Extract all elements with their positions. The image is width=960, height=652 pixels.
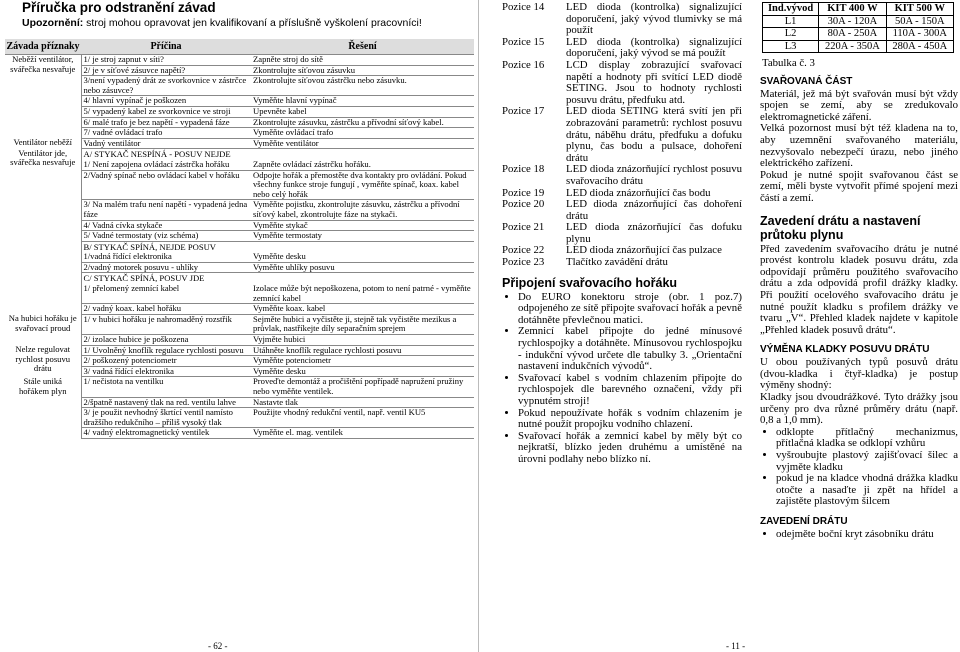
category-label: A/ STYKAČ NESPÍNÁ - POSUV NEJDE — [83, 149, 231, 160]
position-label: Pozice 14 — [502, 1, 545, 13]
cause-cell: 4/ hlavní vypínač je poškozen — [81, 96, 251, 107]
kit-row — [763, 28, 954, 41]
kit-cell: 110A - 300A — [886, 28, 953, 41]
material-paragraph: Materiál, jež má být svařován musí být vždy spojen se zemí, aby se zredukovalo elektromagnetické záření. — [760, 87, 958, 123]
remedy-cell: Vyměňte ovládací trafo — [251, 128, 474, 139]
symptom-cell: Stále uniká hořákem plyn — [5, 377, 81, 439]
position-text: LED dioda (kontrolka) signalizující doporučení, jaký vývod se má použít — [566, 35, 742, 60]
position-text: LED dioda SETING která svítí jen při zobrazování parametrů: rychlost posuvu drátu, náběhu drátu, předfuku a dofuku plynu, čas bodu a pulsace, dohoření drátu — [566, 105, 742, 164]
page-number-right: - 11 - — [726, 641, 746, 651]
position-item — [502, 37, 742, 60]
cause-cell: 1/vadná řídící elektronika — [81, 252, 251, 262]
guide-heading: ZAVEDENÍ DRÁTU — [760, 516, 848, 527]
kit-row — [763, 40, 954, 53]
cause-cell: 1/ v hubici hořáku je nahromaděný rozstřik — [81, 314, 251, 334]
cause-cell: 3/není vypadený drát ze svorkovnice v zástrčce nebo zásuvce? — [81, 76, 251, 96]
list-item: • Svařovací kabel s vodním chlazením připojte do rychlospojek dle barevného označení, vždy při vypnutém stroji! — [518, 373, 742, 408]
position-text: LED dioda znázorňující čas dofuku plynu — [566, 221, 742, 245]
position-item — [502, 60, 742, 106]
cause-cell: 5/ Vadné termostaty (viz schéma) — [81, 231, 251, 242]
table-row — [5, 138, 474, 149]
cause-cell: 7/ vadné ovládací trafo — [81, 128, 251, 139]
material-paragraph: Pokud je nutné spojit svařovanou část se zemí, měli byste vytvořit přímé spojení mezi částí a zemí. — [760, 168, 958, 204]
position-item — [502, 2, 742, 37]
kit-row — [763, 15, 954, 28]
position-item — [502, 222, 742, 245]
position-label: Pozice 15 — [502, 35, 545, 48]
position-item — [502, 257, 742, 269]
material-text — [760, 89, 958, 205]
position-label: Pozice 23 — [502, 256, 545, 269]
cause-cell: 4/ vadný elektromagnetický ventilek — [81, 428, 251, 439]
position-text: LED dioda znázorňující čas pulzace — [566, 244, 722, 257]
position-text: LED dioda (kontrolka) signalizující doporučení, jaký vývod tlumivky se má použít — [566, 1, 742, 37]
cause-cell: 3/ vadná řídící elektronika — [81, 366, 251, 377]
symptom-cell: Ventilátor jde, svářečka nesvařuje — [5, 149, 81, 315]
remedy-cell: Vyměňte ventilátor — [251, 138, 474, 149]
remedy-cell: Vyměňte uhlíky posuvu — [251, 262, 474, 273]
rolls-list — [760, 427, 958, 508]
cause-cell: 3/ Na malém trafu není napětí - vypadená jedna fáze — [81, 200, 251, 220]
list-item: • vyšroubujte plastový zajišťovací šilec a vyjměte kladku — [776, 450, 958, 473]
kit-header-cell: KIT 500 W — [886, 3, 953, 16]
list-item: • pokud je na kladce vhodná drážka kladku otočte a nasaďte ji zpět na hřídel a zajistěte plastovým šilcem — [776, 473, 958, 508]
position-label: Pozice 22 — [502, 244, 545, 257]
material-paragraph: Velká pozornost musí být též kladena na to, aby uzemnění svařovaného materiálu, nezvyšovalo nebezpečí úrazu, nebo jiného elektrického zařízení. — [760, 122, 958, 170]
cause-cell: 2/ je v síťové zásuvce napětí? — [81, 65, 251, 76]
header-remedy: Řešení — [251, 39, 474, 55]
rolls-heading: VÝMĚNA KLADKY POSUVU DRÁTU — [760, 344, 930, 356]
remedy-cell: Izolace může být nepoškozena, potom to není patrné - vyměňte zemnící kabel — [251, 284, 474, 304]
position-text: LED dioda znázorňující čas bodu — [566, 186, 711, 199]
position-label: Pozice 21 — [502, 221, 545, 234]
remedy-cell: Vyměňte desku — [251, 252, 474, 262]
position-item — [502, 106, 742, 164]
remedy-cell: Odpojte hořák a přemostěte dva kontakty pro ovládání. Pokud všechny funkce stroje fungují , vyměňte spínač, koax. kabel nebo celý hořák — [251, 170, 474, 200]
page-number-left: - 62 - — [208, 641, 228, 651]
cause-cell: Vadný ventilátor — [81, 138, 251, 149]
list-item: • odejměte boční kryt zásobníku drátu — [776, 529, 958, 541]
kit-header-cell: KIT 400 W — [819, 3, 886, 16]
torch-list — [502, 292, 742, 466]
position-text: LED dioda znázorňující čas dohoření drátu — [566, 198, 742, 222]
kit-cell: L1 — [763, 15, 819, 28]
torch-heading: Připojení svařovacího hořáku — [502, 275, 678, 290]
rolls-paragraph: U obou používaných typů posuvů drátu (dvou-kladka i čtyř-kladka) je postup výměny shodný: — [760, 356, 958, 392]
kit-table-caption: Tabulka č. 3 — [762, 57, 815, 69]
page-divider — [478, 0, 479, 652]
cause-cell: 1/ Uvolněný knoflík regulace rychlosti posuvu — [81, 345, 251, 356]
troubleshooting-table — [5, 39, 474, 439]
cause-cell: 2/ vadný koax. kabel hořáku — [81, 304, 251, 315]
wire-paragraph: Před zavedením svařovacího drátu je nutné provést kontrolu kladek posuvu drátu, zda odpovídají průměru použitého svařovacího drátu a zda odpovídá profil drážky kladky. Při použití ocelového svařovacího drátu je nutné použít kladku s profilem drážky ve tvaru „V“. Přehled kladek najdete v kapitole „Přehled kladek posuvů drátu“. — [760, 242, 958, 336]
kit-header-cell: Ind.vývod — [763, 3, 819, 16]
cause-cell: 1/ přelomený zemnící kabel — [81, 284, 251, 304]
kit-cell: L2 — [763, 28, 819, 41]
table-header-row — [5, 39, 474, 55]
kit-cell: 80A - 250A — [819, 28, 886, 41]
table-row — [5, 149, 474, 160]
header-cause: Příčina — [81, 39, 251, 55]
remedy-cell: Vyměňte pojistku, zkontrolujte zásuvku, zástrčku a přívodní síťový kabel, zkontrolujte fáze na stykači. — [251, 200, 474, 220]
remedy-cell: Vyměňte stykač — [251, 220, 474, 231]
cause-cell: 1/ Není zapojena ovládací zástrčka hořáku — [81, 160, 251, 170]
position-text: LED dioda znázorňující rychlost posuvu svařovacího drátu — [566, 163, 742, 187]
kit-cell: 220A - 350A — [819, 40, 886, 53]
list-item: • Pokud nepoužívate hořák s vodním chlazením je nutné použít propojku vodního chlazení. — [518, 408, 742, 431]
kit-cell: L3 — [763, 40, 819, 53]
position-label: Pozice 16 — [502, 58, 545, 71]
column-b — [760, 2, 958, 541]
remedy-cell: Zapněte stroj do sítě — [251, 55, 474, 66]
category-label: C/ STYKAČ SPÍNÁ, POSUV JDE — [83, 273, 205, 284]
remedy-cell: Zkontrolujte zásuvku, zástrčku a přívodní síťový kabel. — [251, 117, 474, 128]
remedy-cell: Vyměňte el. mag. ventilek — [251, 428, 474, 439]
remedy-cell: Upevněte kabel — [251, 106, 474, 117]
left-page — [0, 0, 477, 652]
table-row — [5, 377, 474, 397]
remedy-cell: Vyměňte potenciometr — [251, 356, 474, 367]
wire-heading: Zavedení drátu a nastavení průtoku plynu — [760, 213, 921, 242]
cause-cell: 2/vadný motorek posuvu - uhlíky — [81, 262, 251, 273]
remedy-cell: Zkontrolujte síťovou zásuvku — [251, 65, 474, 76]
cause-cell: 3/ je použit nevhodný škrtící ventil namísto dražšího redukčního – příliš vysoký tlak — [81, 408, 251, 428]
cause-cell: 6/ malé trafo je bez napětí - vypadená fáze — [81, 117, 251, 128]
remedy-cell: Vyjměte hubici — [251, 335, 474, 346]
kit-cell: 50A - 150A — [886, 15, 953, 28]
symptom-cell: Neběží ventilátor, svářečka nesvařuje — [5, 55, 81, 139]
symptom-cell: Nelze regulovat rychlost posuvu drátu — [5, 345, 81, 377]
remedy-cell: Nastavte tlak — [251, 397, 474, 408]
position-label: Pozice 18 — [502, 163, 545, 176]
position-item — [502, 199, 742, 222]
page-title: Příručka pro odstranění závad — [22, 0, 216, 15]
list-item: • odklopte přítlačný mechanizmus, přítlačná kladka se odklopí vzhůru — [776, 427, 958, 450]
position-item — [502, 164, 742, 187]
position-text: Tlačítko zavádění drátu — [566, 256, 668, 269]
table-row — [5, 314, 474, 334]
warning-label: Upozornění: — [22, 17, 84, 29]
cause-cell: 2/špatně nastavený tlak na red. ventilu lahve — [81, 397, 251, 408]
symptom-cell: Na hubici hořáku je svařovací proud — [5, 314, 81, 345]
remedy-cell: Sejměte hubici a vyčistěte ji, stejně tak vyčistěte mezikus a průvlak, nastříkejte díly separačním sprejem — [251, 314, 474, 334]
position-list — [502, 2, 742, 269]
position-label: Pozice 19 — [502, 186, 545, 199]
position-label: Pozice 20 — [502, 198, 545, 211]
cause-cell: 2/ izolace hubice je poškozena — [81, 335, 251, 346]
remedy-cell: Vyměňte hlavní vypínač — [251, 96, 474, 107]
guide-list — [760, 529, 958, 541]
warning-line — [22, 17, 422, 29]
remedy-cell: Proveďte demontáž a pročištění popřípadě napružení pružiny nebo vyměňte ventilek. — [251, 377, 474, 397]
cause-cell: 1/ je stroj zapnut v síti? — [81, 55, 251, 66]
column-a — [502, 2, 742, 466]
symptom-cell: Ventilátor neběží — [5, 138, 81, 149]
header-symptom: Závada příznaky — [5, 39, 81, 55]
cause-cell: 4/ Vadná cívka stykače — [81, 220, 251, 231]
warning-text: stroj mohou opravovat jen kvalifikovaní a příslušně vyškolení pracovníci! — [83, 17, 422, 29]
rolls-paragraph-2: Kladky jsou dvoudrážkové. Tyto drážky jsou určeny pro dva různé průměry drátu (např. 0,8 a 1,0 mm). — [760, 391, 958, 427]
kit-table — [762, 2, 954, 53]
kit-cell: 30A - 120A — [819, 15, 886, 28]
cause-cell: 1/ nečistota na ventilku — [81, 377, 251, 397]
material-heading: SVAŘOVANÁ ČÁST — [760, 75, 853, 87]
remedy-cell: Vyměňte termostaty — [251, 231, 474, 242]
right-page — [480, 0, 960, 652]
kit-cell: 280A - 450A — [886, 40, 953, 53]
remedy-cell: Utáhněte knoflík regulace rychlosti posuvu — [251, 345, 474, 356]
table-row — [5, 345, 474, 356]
table-row — [5, 55, 474, 66]
list-item: • Do EURO konektoru stroje (obr. 1 poz.7) odpojeného ze sítě připojte svařovací hořák a pevně dotáhněte převlečnou matici. — [518, 292, 742, 327]
remedy-cell: Zkontrolujte síťovou zástrčku nebo zásuvku. — [251, 76, 474, 96]
remedy-cell: Vyměňte koax. kabel — [251, 304, 474, 315]
position-text: LCD display zobrazující svařovací napětí a hodnoty při svítící LED diodě SETING. Jsou to hodnoty rychlosti posuvu drátu, předfuku atd. — [566, 58, 742, 106]
cause-cell: 2/ poškozený potenciometr — [81, 356, 251, 367]
cause-cell: 5/ vypadený kabel ze svorkovnice ve stroji — [81, 106, 251, 117]
kit-header-row — [763, 3, 954, 16]
remedy-cell: Použijte vhodný redukční ventil, např. ventil KU5 — [251, 408, 474, 428]
remedy-cell: Vyměňte desku — [251, 366, 474, 377]
category-label: B/ STYKAČ SPÍNÁ, NEJDE POSUV — [83, 241, 217, 252]
remedy-cell: Zapněte ovládací zástrčku hořáku. — [251, 160, 474, 170]
cause-cell: 2/Vadný spínač nebo ovládací kabel v hořáku — [81, 170, 251, 200]
position-label: Pozice 17 — [502, 105, 545, 118]
list-item: • Zemnicí kabel připojte do jedné mínusové rychlospojky a dotáhněte. Mínusovou rychlospojku - indukční vývod určete dle tabulky 3. „Orientační nastavení indukčních vývodů“. — [518, 326, 742, 372]
list-item: • Svařovací hořák a zemnicí kabel by měly být co nejkratší, blízko jeden druhému a umístěné na úrovni podlahy nebo blízko ní. — [518, 431, 742, 466]
